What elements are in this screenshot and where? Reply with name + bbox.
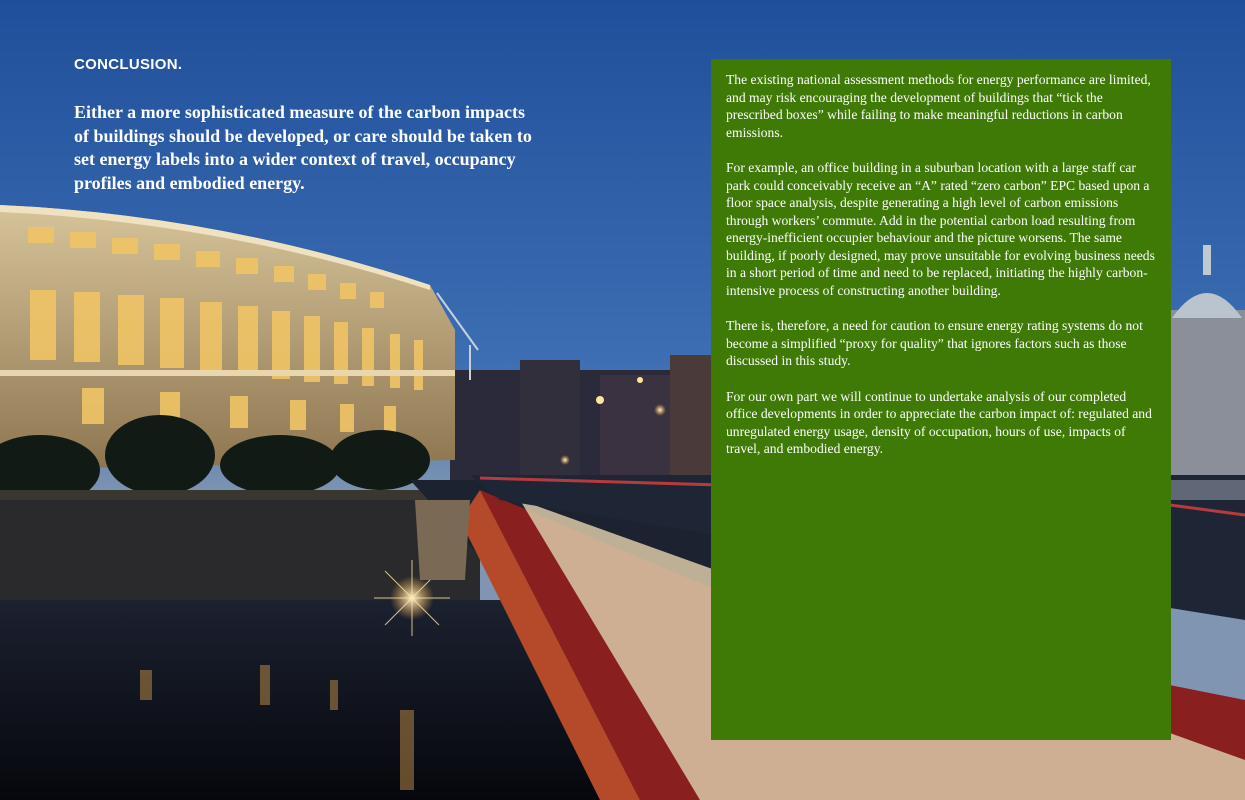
paragraph-2: For example, an office building in a suburban location with a large staff car park could conceivably receive an “A” rated “zero carbon” EPC based upon a floor space analysis, despite generating a high level of carbon emissions through workers’ commute. Add in the potential carbon load resulting from energy-inefficient occupier behaviour and the picture worsens. The same building, if poorly designed, may prove unsuitable for evolving business needs in a short period of time and need to be replaced, initiating the highly carbon-intensive process of constructing another building.: [726, 160, 1155, 298]
section-heading: CONCLUSION.: [74, 56, 183, 73]
lead-statement: Either a more sophisticated measure of the carbon impacts of buildings should be developed, or care should be taken to set energy labels into a wider context of travel, occupancy profiles and embodied energy.: [74, 102, 532, 193]
paragraph-1: The existing national assessment methods for energy performance are limited, and may risk encouraging the development of buildings that “tick the prescribed boxes” while failing to make meaningful reductions in carbon emissions.: [726, 72, 1151, 140]
paragraph-3: There is, therefore, a need for caution to ensure energy rating systems do not become a simplified “proxy for quality” that ignores factors such as those discussed in this study.: [726, 318, 1143, 368]
city-skyline: [450, 355, 720, 480]
paragraph-4: For our own part we will continue to undertake analysis of our completed office developments in order to appreciate the carbon impact of: regulated and unregulated energy usage, density of occupation, hours of use, impacts of travel, and embodied energy.: [726, 388, 1152, 456]
text-panel: [711, 59, 1171, 740]
